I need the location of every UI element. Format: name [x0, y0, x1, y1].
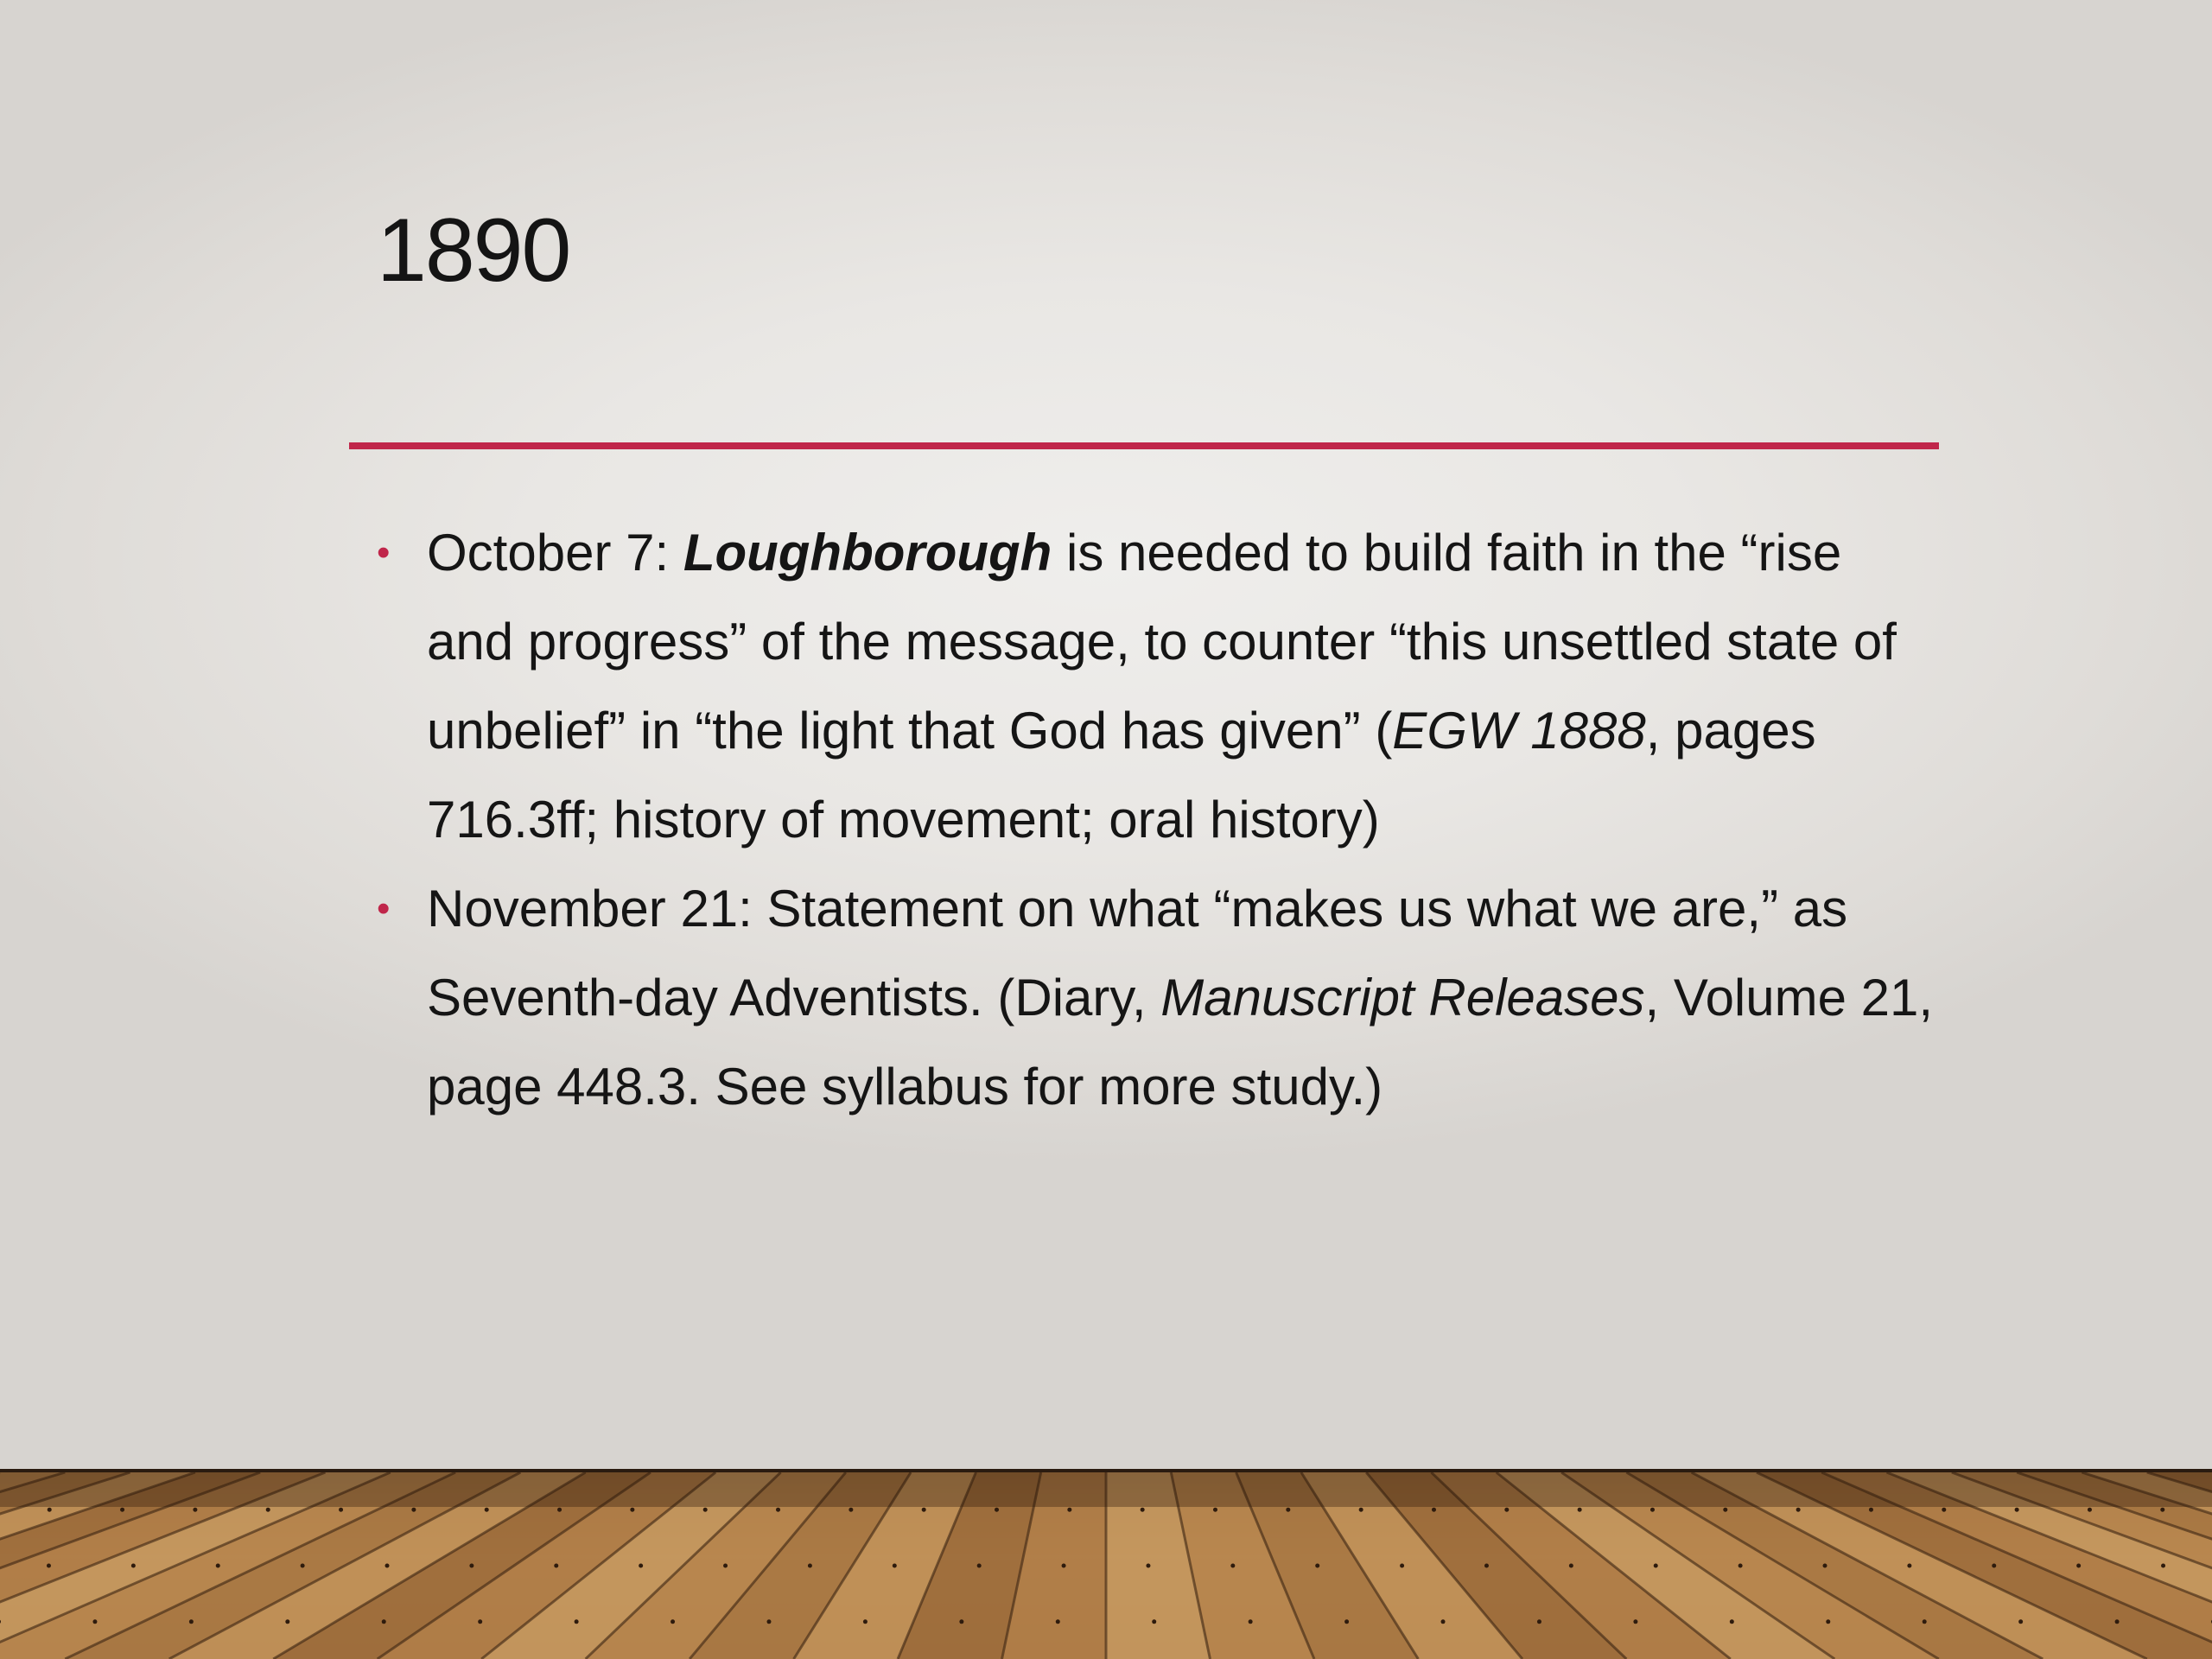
slide-title: 1890 [377, 200, 570, 301]
bullet-dot-icon: • [377, 531, 391, 574]
bullet-emphasis: Loughborough [683, 524, 1052, 582]
bullet-text: is needed to build faith in the “rise and progress” of the message, to counter “this unsettled state of unbelief” in “the light that God has given” ( [427, 524, 1897, 760]
bullet-text: November 21: Statement on what “makes us what we are,” as Seventh-day Adventists. (Diary, [427, 880, 1848, 1027]
bullet-citation: EGW 1888 [1392, 702, 1646, 760]
bullet-citation: Manuscript Releases [1160, 969, 1645, 1027]
bullet-text: , pages 716.3ff; history of movement; oral history) [427, 702, 1816, 849]
bullet-dot-icon: • [377, 887, 391, 930]
bullet-list [363, 508, 1936, 1131]
title-divider [349, 442, 1939, 449]
bullet-text: October 7: [427, 524, 683, 582]
bullet-text: , Volume 21, page 448.3. See syllabus for more study.) [427, 969, 1934, 1116]
bullet-item [363, 508, 1936, 864]
wood-floor-image [0, 1472, 2212, 1659]
bullet-item [363, 864, 1936, 1131]
